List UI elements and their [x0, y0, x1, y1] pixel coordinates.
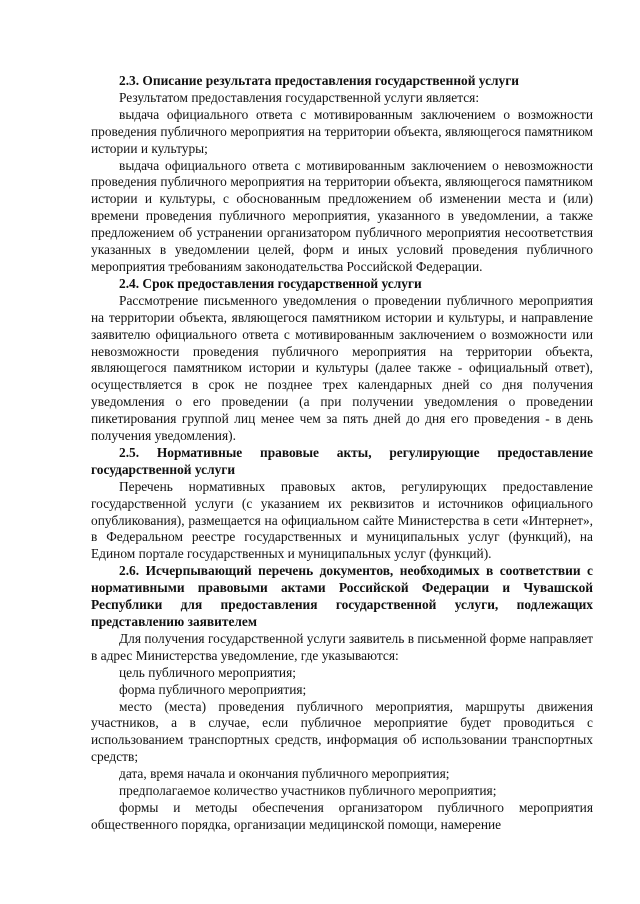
section-heading-2-3: 2.3. Описание результата предоставления государственной услуги: [119, 73, 520, 88]
list-item: место (места) проведения публичного мероприятия, маршруты движения участников, а в случае, если публичное мероприятие будет проводиться с использованием транспортных средств, информация об использовании транспортных средств;: [91, 698, 593, 765]
list-item: форма публичного мероприятия;: [119, 681, 307, 697]
paragraph: Перечень нормативных правовых актов, регулирующих предоставление государственной услуги (с указанием их реквизитов и источников официального опубликования), размещается на официальном сайте Министерства в сети «Интернет», в Федеральном реестре государственных и муниципальных услуг (функций), на Едином портале государственных и муниципальных услуг (функций).: [91, 478, 593, 562]
section-heading-2-6: 2.6. Исчерпывающий перечень документов, необходимых в соответствии с нормативными правовыми актами Российской Федерации и Чувашской Республики для предоставления государственной услуги, подлежащих представлению заявителем: [91, 563, 593, 629]
paragraph: Для получения государственной услуги заявитель в письменной форме направляет в адрес Министерства уведомление, где указываются:: [91, 630, 593, 663]
list-item: цель публичного мероприятия;: [119, 664, 296, 680]
document-body: [91, 73, 593, 834]
list-item: предполагаемое количество участников публичного мероприятия;: [119, 783, 497, 799]
section-heading-2-5: 2.5. Нормативные правовые акты, регулирующие предоставление государственной услуги: [91, 444, 593, 477]
paragraph: Рассмотрение письменного уведомления о проведении публичного мероприятия на территории объекта, являющегося памятником истории и культуры, и направление заявителю официального ответа с мотивированным заключением о возможности или невозможности проведения публичного мероприятия на территории объекта, являющегося памятником истории и культуры (далее также - официальный ответ), осуществляется в срок не позднее трех календарных дней со дня получения уведомления о его проведении (а при получении уведомления о проведении пикетирования группой лиц менее чем за пять дней до дня его проведения - в день получения уведомления).: [91, 292, 593, 444]
list-item: формы и методы обеспечения организатором публичного мероприятия общественного порядка, организации медицинской помощи, намерение: [91, 799, 593, 832]
list-item: дата, время начала и окончания публичного мероприятия;: [119, 766, 450, 782]
section-heading-2-4: 2.4. Срок предоставления государственной услуги: [119, 275, 422, 291]
paragraph: Результатом предоставления государственной услуги является:: [119, 89, 480, 105]
paragraph: выдача официального ответа с мотивированным заключением о невозможности проведения публичного мероприятия на территории объекта, являющегося памятником истории и культуры, с обоснованным предложением об изменении места и (или) времени проведения публичного мероприятия, указанного в уведомлении, а также предложением об устранении организатором публичного мероприятия несоответствия указанных в уведомлении целей, форм и иных условий проведения публичного мероприятия требованиям законодательства Российской Федерации.: [91, 157, 593, 274]
paragraph: выдача официального ответа с мотивированным заключением о возможности проведения публичного мероприятия на территории объекта, являющегося памятником истории и культуры;: [91, 106, 593, 156]
